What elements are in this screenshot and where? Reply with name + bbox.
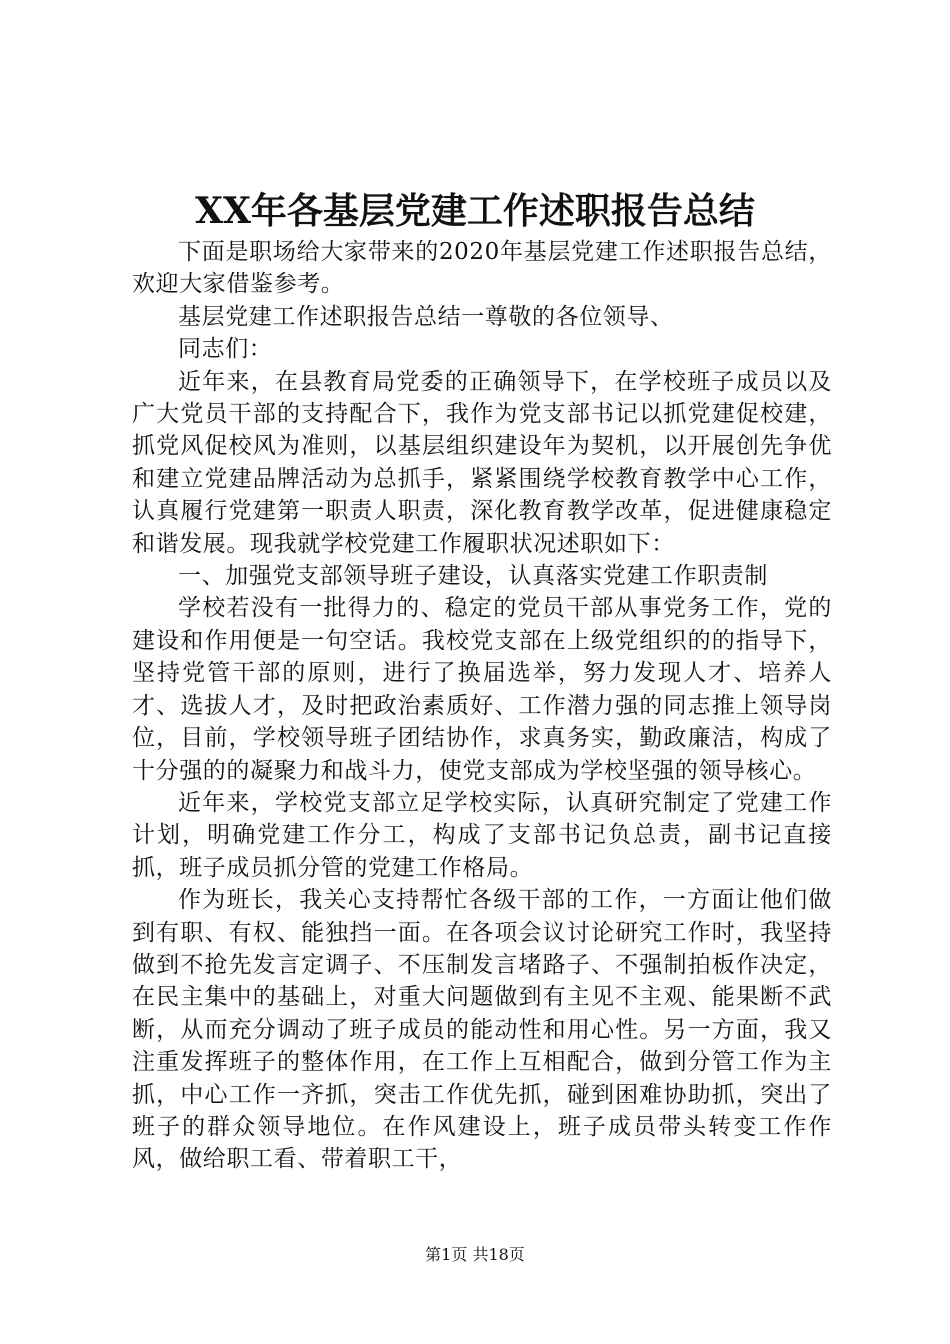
page-number-footer: 第1页 共18页: [425, 1245, 525, 1264]
section-heading-1: 一、加强党支部领导班子建设，认真落实党建工作职责制: [178, 563, 768, 590]
paragraph-cadre: 学校若没有一批得力的、稳定的党员干部从事党务工作，党的建设和作用便是一句空话。我校党支部在上级党组织的的指导下，坚持党管干部的原则，进行了换届选举，努力发现人才、培养人才、选拔人才，及时把政治素质好、工作潜力强的同志推上领导岗位，目前，学校领导班子团结协作，求真务实，勤政廉洁，构成了十分强的的凝聚力和战斗力，使党支部成为学校坚强的领导核心。: [132, 595, 832, 784]
paragraph-intro: 下面是职场给大家带来的2020年基层党建工作述职报告总结，欢迎大家借鉴参考。: [132, 239, 832, 298]
document-title: XX年各基层党建工作述职报告总结: [195, 190, 755, 232]
paragraph-leader: 作为班长，我关心支持帮忙各级干部的工作，一方面让他们做到有职、有权、能独挡一面。在各项会议讨论研究工作时，我坚持做到不抢先发言定调子、不压制发言堵路子、不强制拍板作决定，在民主集中的基础上，对重大问题做到有主见不主观、能果断不武断，从而充分调动了班子成员的能动性和用心性。另一方面，我又注重发挥班子的整体作用，在工作上互相配合，做到分管工作为主抓，中心工作一齐抓，突击工作优先抓，碰到困难协助抓，突出了班子的群众领导地位。在作风建设上，班子成员带头转变工作作风，做给职工看、带着职工干，: [132, 887, 832, 1173]
paragraph-plan: 近年来，学校党支部立足学校实际，认真研究制定了党建工作计划，明确党建工作分工，构成了支部书记负总责，副书记直接抓，班子成员抓分管的党建工作格局。: [132, 789, 832, 881]
paragraph-overview: 近年来，在县教育局党委的正确领导下，在学校班子成员以及广大党员干部的支持配合下，我作为党支部书记以抓党建促校建，抓党风促校风为准则，以基层组织建设年为契机，以开展创先争优和建立党建品牌活动为总抓手，紧紧围绕学校教育教学中心工作，认真履行党建第一职责人职责，深化教育教学改革，促进健康稳定和谐发展。现我就学校党建工作履职状况述职如下：: [132, 368, 832, 557]
paragraph-subtitle: 基层党建工作述职报告总结一尊敬的各位领导、: [178, 303, 674, 330]
paragraph-salutation: 同志们：: [178, 336, 273, 363]
document-body: [132, 236, 832, 1176]
